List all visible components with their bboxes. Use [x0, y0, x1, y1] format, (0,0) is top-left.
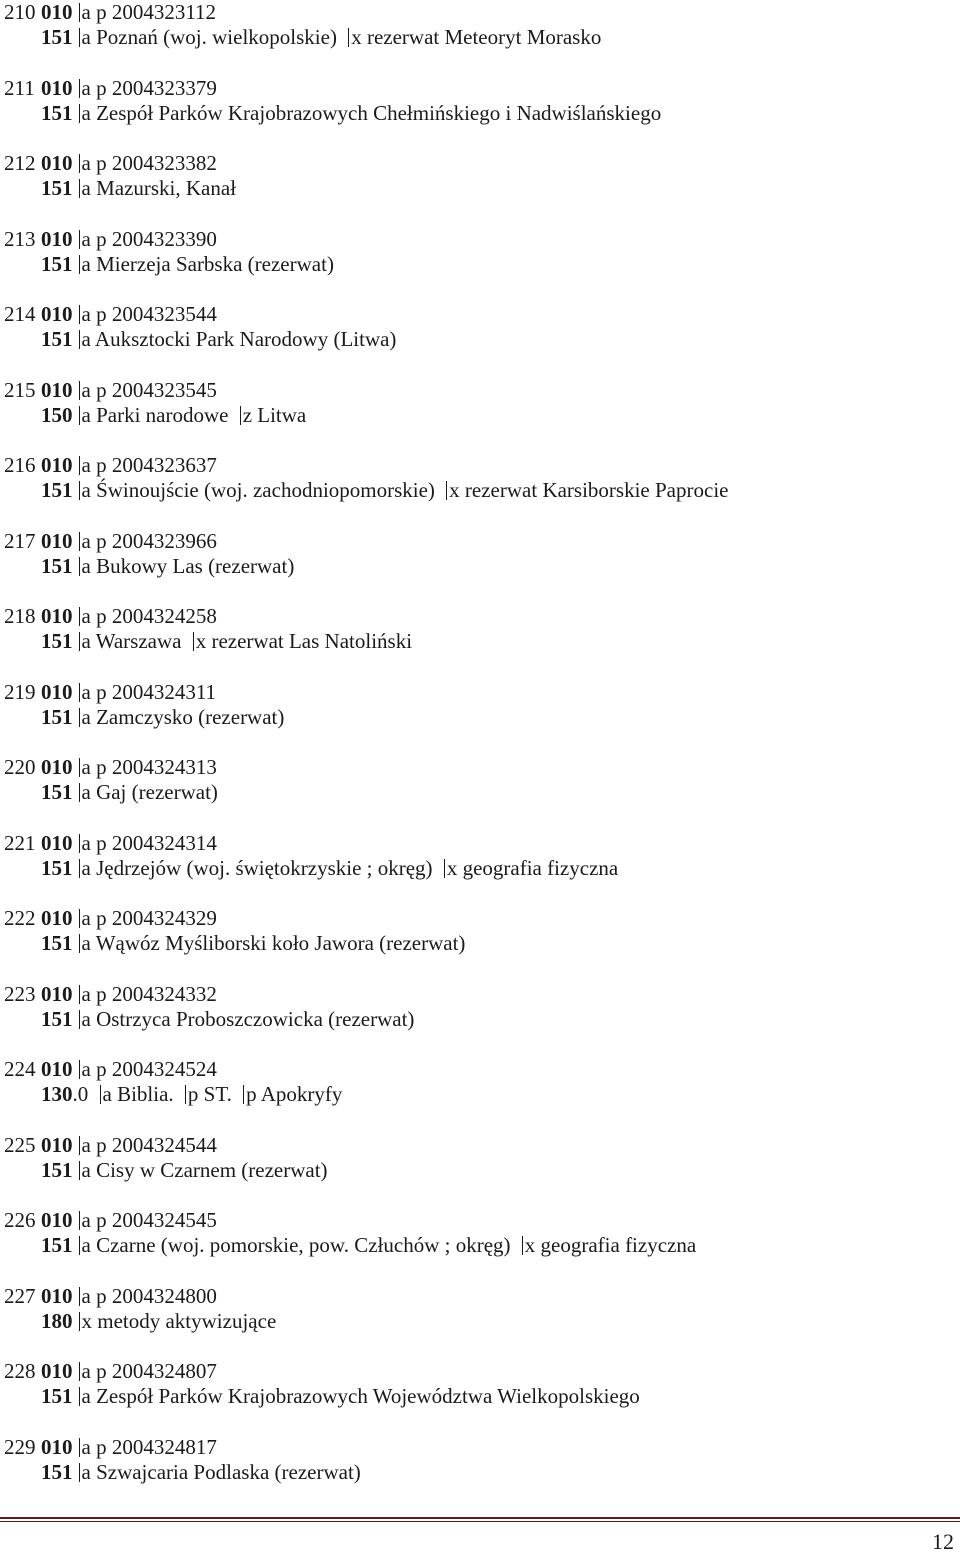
field-tag: 010 [41, 75, 73, 100]
subfield-text: a p 2004324545 [81, 1208, 217, 1232]
record-id-line [4, 378, 954, 403]
record-210 [4, 0, 954, 76]
subfield-delimiter-icon [79, 406, 80, 425]
field-tag: 010 [41, 981, 73, 1006]
subfield-text: a p 2004324329 [81, 906, 217, 930]
subfield-delimiter-icon [79, 1438, 80, 1457]
field-tag: 010 [41, 151, 73, 175]
subfield-text: a p 2004324332 [81, 981, 217, 1006]
subfield-text: x rezerwat Meteoryt Morasko [351, 25, 602, 49]
record-211 [4, 76, 954, 152]
subfield-text: a p 2004323382 [81, 151, 217, 175]
record-id-line [4, 151, 954, 176]
subfield-text: a p 2004324807 [81, 1359, 217, 1383]
record-number: 223 [4, 981, 36, 1006]
field-tag: 151 [41, 251, 73, 276]
subfield-delimiter-icon [79, 557, 80, 576]
record-heading-line [4, 554, 954, 579]
subfield-text: a p 2004324258 [81, 604, 217, 628]
subfield-delimiter-icon [79, 330, 80, 349]
subfield-delimiter-icon [243, 1085, 244, 1104]
record-id-line [4, 1284, 954, 1309]
record-id-line [4, 1359, 954, 1384]
field-tag: 151 [41, 100, 73, 125]
field-tag: 010 [41, 1434, 73, 1459]
record-number: 228 [4, 1359, 36, 1383]
subfield-delimiter-icon [79, 1287, 80, 1306]
subfield-delimiter-icon [79, 1211, 80, 1230]
subfield-delimiter-icon [79, 3, 80, 22]
subfield-text: .0 [72, 1082, 94, 1106]
record-226 [4, 1208, 954, 1284]
subfield-delimiter-icon [79, 1387, 80, 1406]
field-tag: 180 [41, 1308, 73, 1333]
subfield-delimiter-icon [79, 154, 80, 173]
record-number: 226 [4, 1208, 36, 1232]
subfield-delimiter-icon [79, 859, 80, 878]
subfield-delimiter-icon [79, 255, 80, 274]
subfield-delimiter-icon [79, 1161, 80, 1180]
field-tag: 151 [41, 855, 73, 880]
record-218 [4, 604, 954, 680]
record-heading-line [4, 931, 954, 956]
subfield-delimiter-icon [79, 783, 80, 802]
subfield-delimiter-icon [79, 481, 80, 500]
subfield-delimiter-icon [79, 985, 80, 1004]
subfield-text: a Mierzeja Sarbska (rezerwat) [81, 251, 334, 276]
subfield-delimiter-icon [79, 758, 80, 777]
subfield-text: a Zespół Parków Krajobrazowych Województwa Wielkopolskiego [81, 1384, 640, 1408]
record-heading-line [4, 101, 954, 126]
field-tag: 151 [41, 1233, 73, 1257]
record-heading-line [4, 176, 954, 201]
record-list [4, 0, 954, 1510]
record-number: 224 [4, 1057, 36, 1081]
subfield-text: a Zamczysko (rezerwat) [81, 704, 285, 729]
record-heading-line [4, 629, 954, 654]
subfield-delimiter-icon [79, 632, 80, 651]
record-heading-line [4, 1082, 954, 1107]
field-tag: 151 [41, 629, 73, 653]
field-tag: 151 [41, 780, 73, 804]
subfield-delimiter-icon [79, 230, 80, 249]
subfield-delimiter-icon [79, 305, 80, 324]
subfield-delimiter-icon [79, 708, 80, 727]
field-tag: 151 [41, 704, 73, 729]
subfield-delimiter-icon [100, 1085, 101, 1104]
subfield-delimiter-icon [240, 406, 241, 425]
field-tag: 151 [41, 1006, 73, 1031]
subfield-delimiter-icon [79, 381, 80, 400]
subfield-text: a p 2004323379 [81, 75, 217, 100]
subfield-text: p ST. [187, 1082, 238, 1106]
footer-rule [0, 1517, 960, 1519]
record-number: 217 [4, 528, 36, 553]
subfield-delimiter-icon [79, 909, 80, 928]
record-heading-line [4, 780, 954, 805]
record-number: 215 [4, 377, 36, 402]
record-220 [4, 755, 954, 831]
field-tag: 151 [41, 931, 73, 955]
record-225 [4, 1133, 954, 1209]
subfield-delimiter-icon [193, 632, 194, 651]
record-heading-line [4, 856, 954, 881]
record-id-line [4, 680, 954, 705]
record-id-line [4, 76, 954, 101]
field-tag: 151 [41, 1157, 73, 1182]
record-heading-line [4, 25, 954, 50]
subfield-delimiter-icon [79, 104, 80, 123]
record-number: 218 [4, 604, 36, 628]
page-number: 12 [932, 1529, 954, 1554]
subfield-delimiter-icon [348, 28, 349, 47]
subfield-delimiter-icon [79, 179, 80, 198]
record-number: 221 [4, 830, 36, 855]
record-217 [4, 529, 954, 605]
record-id-line [4, 831, 954, 856]
subfield-delimiter-icon [522, 1236, 523, 1255]
subfield-text: a p 2004323966 [81, 528, 217, 553]
field-tag: 010 [41, 377, 73, 402]
record-heading-line [4, 478, 954, 503]
subfield-delimiter-icon [79, 456, 80, 475]
subfield-text: a p 2004324544 [81, 1132, 217, 1157]
subfield-text: x geografia fizyczna [446, 855, 619, 880]
subfield-delimiter-icon [79, 683, 80, 702]
subfield-text: a Bukowy Las (rezerwat) [81, 553, 295, 578]
record-heading-line [4, 1233, 954, 1258]
record-heading-line [4, 1309, 954, 1334]
subfield-text: a Wąwóz Myśliborski koło Jawora (rezerwat) [81, 931, 466, 955]
subfield-delimiter-icon [79, 79, 80, 98]
subfield-text: a Ostrzyca Proboszczowicka (rezerwat) [81, 1006, 415, 1031]
subfield-text: x rezerwat Karsiborskie Paprocie [449, 478, 729, 502]
record-id-line [4, 529, 954, 554]
field-tag: 010 [41, 0, 73, 24]
record-212 [4, 151, 954, 227]
subfield-text: x rezerwat Las Natoliński [195, 629, 413, 653]
subfield-delimiter-icon [79, 28, 80, 47]
subfield-text: p Apokryfy [246, 1082, 343, 1106]
record-215 [4, 378, 954, 454]
record-heading-line [4, 403, 954, 428]
subfield-text: a p 2004323390 [81, 226, 217, 251]
record-213 [4, 227, 954, 303]
subfield-delimiter-icon [79, 1463, 80, 1482]
record-number: 211 [4, 75, 35, 100]
subfield-delimiter-icon [79, 1312, 80, 1331]
field-tag: 010 [41, 226, 73, 251]
record-214 [4, 302, 954, 378]
record-id-line [4, 906, 954, 931]
record-id-line [4, 755, 954, 780]
record-number: 229 [4, 1434, 36, 1459]
subfield-text: a Poznań (woj. wielkopolskie) [81, 25, 343, 49]
field-tag: 151 [41, 553, 73, 578]
subfield-text: a Auksztocki Park Narodowy (Litwa) [81, 327, 397, 351]
record-223 [4, 982, 954, 1058]
record-219 [4, 680, 954, 756]
record-number: 213 [4, 226, 36, 251]
record-id-line [4, 1057, 954, 1082]
record-heading-line [4, 1007, 954, 1032]
subfield-delimiter-icon [79, 1362, 80, 1381]
record-number: 210 [4, 0, 36, 24]
subfield-text: a p 2004324800 [81, 1283, 217, 1308]
record-228 [4, 1359, 954, 1435]
field-tag: 010 [41, 679, 73, 704]
subfield-text: a Czarne (woj. pomorskie, pow. Człuchów ; okręg) [81, 1233, 516, 1257]
subfield-text: a p 2004323637 [81, 453, 217, 477]
subfield-delimiter-icon [185, 1085, 186, 1104]
subfield-text: a Szwajcaria Podlaska (rezerwat) [81, 1459, 361, 1484]
field-tag: 130 [41, 1082, 73, 1106]
subfield-text: a p 2004324313 [81, 755, 217, 779]
subfield-text: a Parki narodowe [81, 402, 234, 427]
record-number: 216 [4, 453, 36, 477]
record-222 [4, 906, 954, 982]
record-number: 225 [4, 1132, 36, 1157]
record-heading-line [4, 705, 954, 730]
subfield-delimiter-icon [79, 607, 80, 626]
record-id-line [4, 982, 954, 1007]
subfield-text: a Mazurski, Kanał [81, 176, 237, 200]
record-id-line [4, 1435, 954, 1460]
subfield-delimiter-icon [446, 481, 447, 500]
subfield-text: a p 2004323112 [81, 0, 217, 24]
subfield-text: a Jędrzejów (woj. świętokrzyskie ; okręg) [81, 855, 438, 880]
field-tag: 151 [41, 25, 73, 49]
record-id-line [4, 302, 954, 327]
field-tag: 010 [41, 528, 73, 553]
subfield-text: a p 2004323545 [81, 377, 217, 402]
record-229 [4, 1435, 954, 1511]
field-tag: 010 [41, 604, 73, 628]
field-tag: 010 [41, 1132, 73, 1157]
record-number: 220 [4, 755, 36, 779]
record-id-line [4, 604, 954, 629]
subfield-text: a p 2004324314 [81, 830, 217, 855]
subfield-delimiter-icon [79, 1010, 80, 1029]
subfield-delimiter-icon [79, 1060, 80, 1079]
field-tag: 010 [41, 830, 73, 855]
subfield-text: a p 2004323544 [81, 302, 217, 326]
record-number: 212 [4, 151, 36, 175]
field-tag: 010 [41, 906, 73, 930]
subfield-delimiter-icon [79, 934, 80, 953]
record-heading-line [4, 327, 954, 352]
field-tag: 010 [41, 755, 73, 779]
record-id-line [4, 227, 954, 252]
subfield-text: a p 2004324524 [81, 1057, 217, 1081]
subfield-text: a p 2004324311 [81, 679, 217, 704]
field-tag: 151 [41, 1459, 73, 1484]
subfield-text: a Gaj (rezerwat) [81, 780, 218, 804]
field-tag: 151 [41, 478, 73, 502]
record-216 [4, 453, 954, 529]
record-224 [4, 1057, 954, 1133]
subfield-delimiter-icon [79, 834, 80, 853]
subfield-text: a Warszawa [81, 629, 187, 653]
field-tag: 010 [41, 1208, 73, 1232]
subfield-text: z Litwa [242, 402, 307, 427]
field-tag: 151 [41, 1384, 73, 1408]
record-id-line [4, 1133, 954, 1158]
footer-rule-thin [0, 1521, 960, 1522]
subfield-text: a Biblia. [102, 1082, 179, 1106]
field-tag: 010 [41, 1283, 73, 1308]
field-tag: 010 [41, 302, 73, 326]
subfield-delimiter-icon [79, 532, 80, 551]
record-heading-line [4, 1460, 954, 1485]
field-tag: 010 [41, 1359, 73, 1383]
subfield-text: a Świnoujście (woj. zachodniopomorskie) [81, 478, 441, 502]
record-id-line [4, 1208, 954, 1233]
subfield-delimiter-icon [444, 859, 445, 878]
subfield-delimiter-icon [79, 1236, 80, 1255]
record-227 [4, 1284, 954, 1360]
field-tag: 010 [41, 1057, 73, 1081]
record-heading-line [4, 1158, 954, 1183]
subfield-text: a Zespół Parków Krajobrazowych Chełmińskiego i Nadwiślańskiego [81, 100, 662, 125]
record-221 [4, 831, 954, 907]
subfield-text: x geografia fizyczna [524, 1233, 697, 1257]
record-number: 222 [4, 906, 36, 930]
field-tag: 151 [41, 176, 73, 200]
field-tag: 151 [41, 327, 73, 351]
subfield-delimiter-icon [79, 1136, 80, 1155]
field-tag: 010 [41, 453, 73, 477]
record-number: 214 [4, 302, 36, 326]
record-number: 227 [4, 1283, 36, 1308]
record-heading-line [4, 252, 954, 277]
record-number: 219 [4, 679, 36, 704]
subfield-text: x metody aktywizujące [81, 1308, 277, 1333]
record-id-line [4, 0, 954, 25]
record-heading-line [4, 1384, 954, 1409]
field-tag: 150 [41, 402, 73, 427]
subfield-text: a Cisy w Czarnem (rezerwat) [81, 1157, 328, 1182]
subfield-text: a p 2004324817 [81, 1434, 217, 1459]
record-id-line [4, 453, 954, 478]
